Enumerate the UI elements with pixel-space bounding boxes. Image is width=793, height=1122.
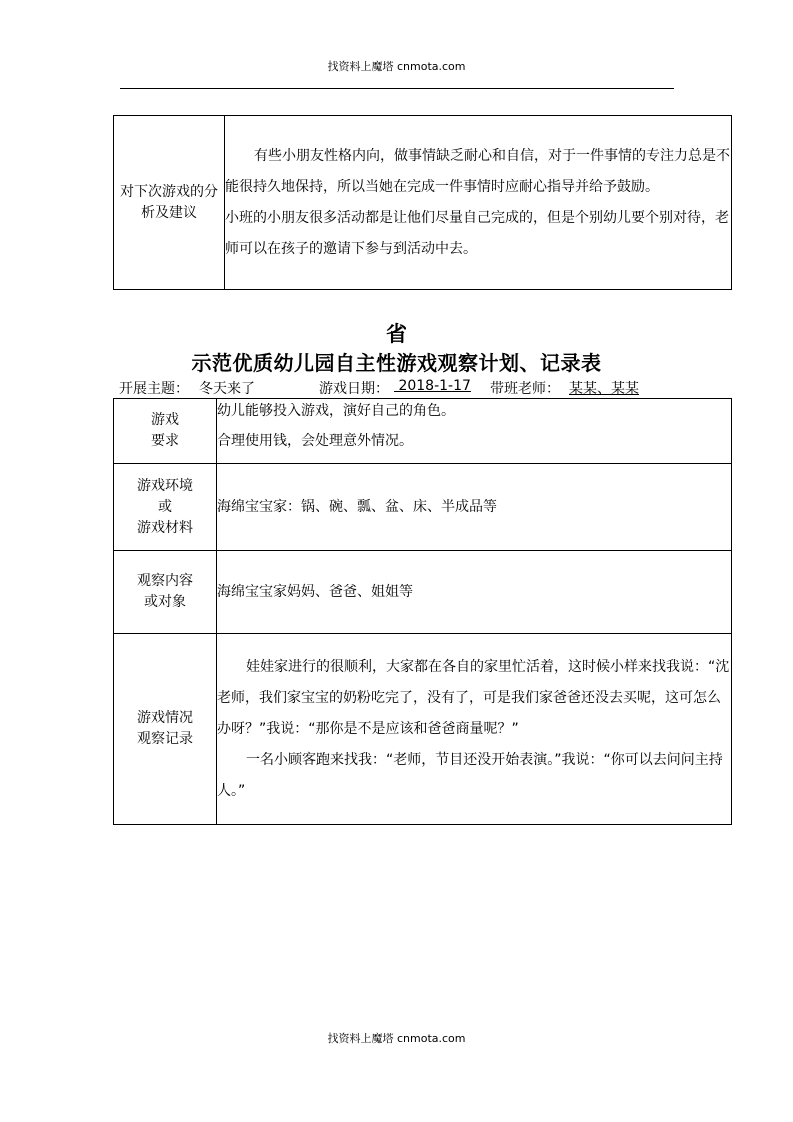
record-label <box>114 634 217 825</box>
environment-row <box>114 464 732 551</box>
page-footer: 找资料上魔塔 cnmota.com <box>327 1032 466 1045</box>
record-content <box>217 634 732 825</box>
observation-table <box>113 398 732 825</box>
analysis-row <box>114 116 732 290</box>
theme-label: 开展主题： <box>119 381 189 397</box>
teacher-label: 带班老师： <box>490 381 560 397</box>
header-divider <box>120 88 674 89</box>
date-label: 游戏日期： <box>319 381 389 397</box>
requirements-row <box>114 399 732 464</box>
environment-label-line2: 或 <box>158 498 172 515</box>
record-row <box>114 634 732 825</box>
record-label-line1: 游戏情况 <box>137 710 193 726</box>
environment-content: 海绵宝宝家：锅、碗、瓢、盆、床、半成品等 <box>217 464 732 551</box>
record-paragraph-1: 娃娃家进行的很顺利，大家都在各自的家里忙活着，这时候小样来找我说：“沈老师，我们家宝宝的奶粉吃完了，没有了，可是我们家爸爸还没去买呢，这可怎么办呀？”我说：“那你是不是应该和爸爸商量呢？” <box>217 658 730 737</box>
requirements-label <box>114 399 217 464</box>
requirement-line-2: 合理使用钱，会处理意外情况。 <box>217 433 413 449</box>
teacher-value: 某某、某某 <box>569 381 639 397</box>
meta-row <box>119 378 739 398</box>
environment-label-line3: 游戏材料 <box>137 519 193 536</box>
document-title-line2: 示范优质幼儿园自主性游戏观察计划、记录表 <box>191 351 602 375</box>
theme-value: 冬天来了 <box>199 381 255 397</box>
requirements-label-line1: 游戏 <box>151 412 179 428</box>
page-header: 找资料上魔塔 cnmota.com <box>327 60 466 73</box>
analysis-paragraph-2: 小班的小朋友很多活动都是让他们尽量自己完成的，但是个别幼儿要个别对待，老师可以在孩子的邀请下参与到活动中去。 <box>225 209 729 257</box>
observation-label <box>114 551 217 634</box>
observation-label-line1: 观察内容 <box>137 573 193 589</box>
record-label-line2: 观察记录 <box>137 731 193 747</box>
record-paragraph-2: 一名小顾客跑来找我：“老师，节目还没开始表演。”我说：“你可以去问问主持人。” <box>217 751 723 799</box>
document-title-line1: 省 <box>386 321 407 346</box>
requirements-content <box>217 399 732 464</box>
date-value: 2018-1-17 <box>394 378 471 394</box>
requirements-label-line2: 要求 <box>151 433 179 449</box>
observation-label-line2: 或对象 <box>144 594 186 610</box>
requirement-line-1: 幼儿能够投入游戏，演好自己的角色。 <box>217 403 455 419</box>
observation-content: 海绵宝宝家妈妈、爸爸、姐姐等 <box>217 551 732 634</box>
analysis-paragraph-1: 有些小朋友性格内向，做事情缺乏耐心和自信，对于一件事情的专注力总是不能很持久地保持，所以当她在完成一件事情时应耐心指导并给予鼓励。 <box>225 147 730 195</box>
environment-label <box>114 464 217 551</box>
environment-label-line1: 游戏环境 <box>137 477 193 494</box>
analysis-content <box>225 116 732 290</box>
analysis-table <box>113 115 732 290</box>
analysis-label: 对下次游戏的分析及建议 <box>114 116 225 290</box>
observation-row <box>114 551 732 634</box>
